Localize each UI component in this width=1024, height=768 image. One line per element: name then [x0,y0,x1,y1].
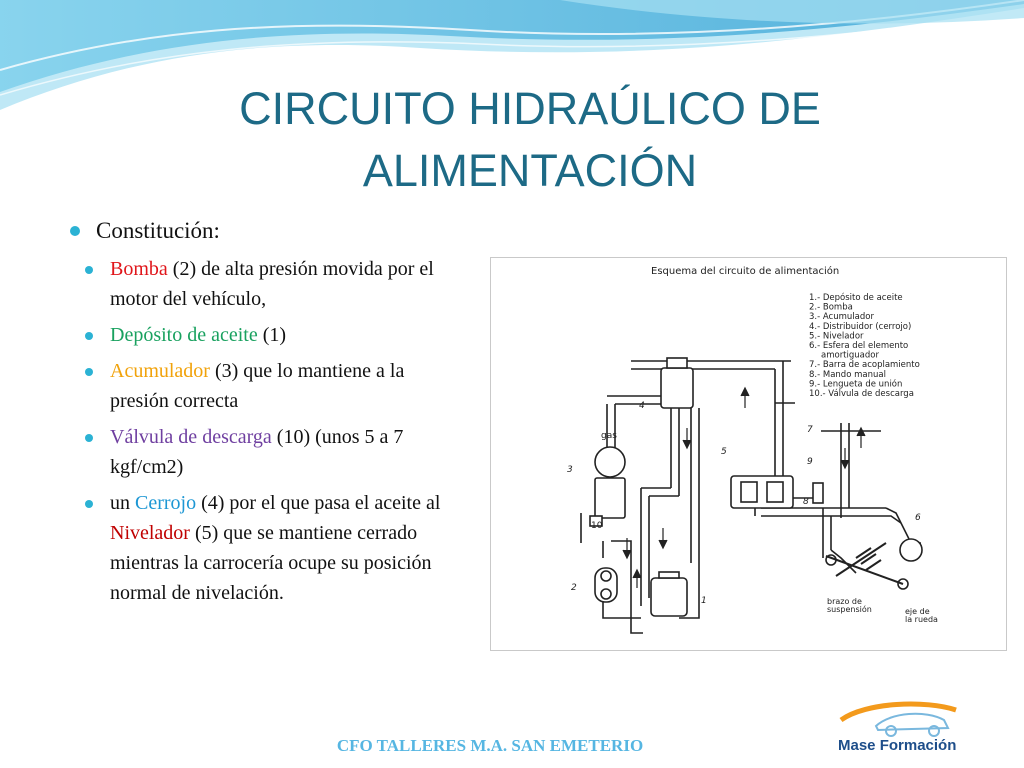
sub-bullet-list [66,254,466,608]
leveler-piston-right [767,482,783,502]
pump-gear-top [601,571,611,581]
label-1: 1 [701,596,707,606]
bullet-heading: Constitución: [66,214,466,248]
highlighted-term: Válvula de descarga [110,426,272,448]
oil-tank [651,578,687,616]
damper-sphere [900,539,922,561]
suspension-arm [826,543,903,584]
highlighted-term: Acumulador [110,360,210,382]
leveler-piston-left [741,482,757,502]
label-gas: gas [601,431,617,441]
bullet-text: (10) (unos 5 a 7 kgf/cm2) [110,426,404,478]
sub-bullet-item [110,320,466,350]
diagram-legend [809,292,920,399]
accumulator-body [595,478,625,518]
legend-entry: 9.- Lengueta de unión [809,379,903,390]
label-eje-2: la rueda [905,615,938,624]
sub-bullet-item [110,356,466,416]
logo-text: Mase Formación [838,737,957,754]
legend-entry: 2.- Bomba [809,302,853,313]
pump-gear-bottom [601,589,611,599]
distributor-body [661,368,693,408]
diagram-svg [491,258,1006,650]
bullet-text: (3) que lo mantiene a la presión correcta [110,360,405,412]
legend-entry: 8.- Mando manual [809,369,886,380]
hydraulic-circuit-diagram [490,257,1007,651]
sub-bullet-item [110,488,466,608]
label-7: 7 [807,425,813,435]
footer-text: CFO TALLERES M.A. SAN EMETERIO [336,736,644,755]
highlighted-term: Bomba [110,258,168,280]
label-6: 6 [915,513,921,523]
highlighted-term: Nivelador [110,522,190,544]
bullet-text: (5) que se mantiene cerrado mientras la carrocería ocupe su posición normal de nivelación. [110,522,432,604]
label-5: 5 [721,447,727,457]
label-eje-1: eje de [905,607,930,616]
bullet-text: (4) por el que pasa el aceite al [196,492,441,514]
legend-entry: 4.- Distribuidor (cerrojo) [809,321,912,332]
legend-entry: 10.- Válvula de descarga [809,389,914,399]
sub-bullet-item [110,254,466,314]
legend-entry: amortiguador [821,350,879,361]
legend-entry: 3.- Acumulador [809,312,874,323]
label-3: 3 [567,465,573,475]
label-4: 4 [639,401,645,411]
label-10: 10 [591,521,603,531]
accumulator-sphere [595,447,625,477]
highlighted-term: Cerrojo [135,492,197,514]
label-brazo-2: suspensión [827,605,872,614]
bullet-list [66,214,466,614]
bullet-text: (1) [257,324,287,346]
legend-entry: 7.- Barra de acoplamiento [809,360,920,371]
label-8: 8 [803,497,809,507]
bullet-text: (2) de alta presión movida por el motor del vehículo, [110,258,434,310]
legend-entry: 6.- Esfera del elemento [809,341,909,351]
legend-entry: 5.- Nivelador [809,331,864,342]
label-2: 2 [571,583,577,593]
highlighted-term: Depósito de aceite [110,324,258,346]
distributor-cap [667,358,687,368]
bullet-text: un [110,492,135,514]
diagram-caption: Esquema del circuito de alimentación [651,266,840,277]
legend-entry: 1.- Depósito de aceite [809,293,903,303]
oil-tank-cap [659,572,679,578]
label-9: 9 [807,457,813,467]
manual-control [813,483,823,503]
title-line-2: ALIMENTACIÓN [362,145,698,196]
title-line-1: CIRCUITO HIDRAÚLICO DE [239,83,821,134]
label-brazo-1: brazo de [827,597,862,606]
sub-bullet-item [110,422,466,482]
slide-title [180,78,880,202]
